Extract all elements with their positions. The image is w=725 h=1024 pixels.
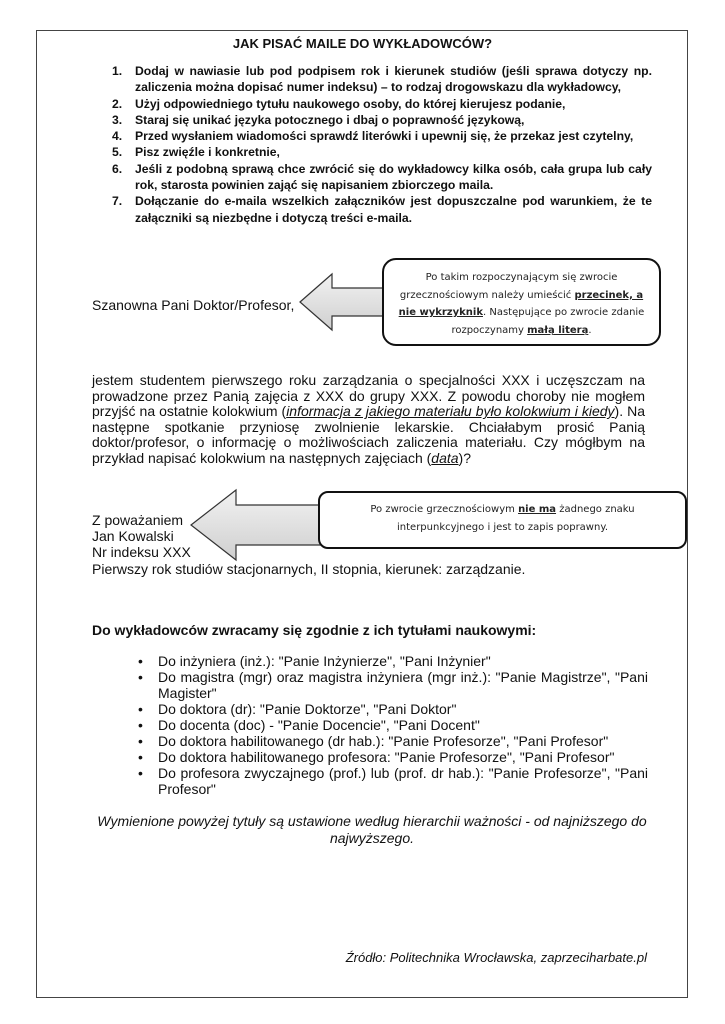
bullet-icon: • [138,701,143,717]
bullet-icon: • [138,717,143,733]
bullet-icon: • [138,733,143,749]
list-item [112,144,652,160]
left-arrow-icon [298,272,388,332]
bullet-icon: • [138,669,143,685]
source-citation: Źródło: Politechnika Wrocławska, zaprzeciharbate.pl [345,950,647,965]
item-text: Do inżyniera (inż.): "Panie Inżynierze", "Pani Inżynier" [158,653,491,669]
body-placeholder: informacja z jakiego materiału było kolokwium i kiedy [286,403,615,420]
body-text: ). Na następne spotkanie przyniosę zwolnienie lekarskie. Chciałabym prosić Panią doktor/profesor, o informację o możliwościach zaliczenia materiału. Czy mógłbym na przykład napisać kolokwium na następnych zajęciach ( [92,403,645,466]
signature-line: Jan Kowalski [92,528,174,545]
tip-text: Po zwrocie grzecznościowym [370,504,519,515]
list-item [112,161,652,194]
item-number: 3. [112,112,123,127]
list-item [112,96,652,112]
tip-text: żadnego znaku interpunkcyjnego i jest to zapis poprawny. [397,504,635,533]
signature [92,512,525,577]
item-text: Do docenta (doc) - "Panie Docencie", "Pani Docent" [158,717,480,733]
tip-emphasis: nie ma [518,504,557,515]
list-item [112,128,652,144]
comma-tip-callout [382,258,661,346]
titles-heading: Do wykładowców zwracamy się zgodnie z ich tytułami naukowymi: [92,622,537,638]
signature-line: Pierwszy rok studiów stacjonarnych, II stopnia, kierunek: zarządzanie. [92,560,526,577]
item-text: Staraj się unikać języka potocznego i dbaj o poprawność językową, [135,112,525,127]
item-number: 7. [112,194,123,209]
item-number: 1. [112,64,123,78]
item-text: Przed wysłaniem wiadomości sprawdź literówki i upewnij się, że przekaz jest czytelny, [135,129,634,144]
item-text: Do doktora habilitowanego profesora: "Panie Profesorze", "Pani Profesor" [158,749,615,765]
item-text: Do magistra (mgr) oraz magistra inżyniera (mgr inż.): "Panie Magistrze", "Pani Magister" [158,669,648,701]
list-item [138,717,648,733]
signature-line: Nr indeksu XXX [92,544,191,561]
item-text: Dołączanie do e-maila wszelkich załączników jest dopuszczalne pod warunkiem, że te załączniki są niezbędne i dotyczą treści e-maila. [135,194,652,225]
item-text: Jeśli z podobną sprawą chce zwrócić się do wykładowcy kilka osób, cała grupa lub cały rok, starosta powinien zająć się napisaniem zbiorczego maila. [135,161,652,193]
body-text: jestem studentem pierwszego roku zarządzania o specjalności XXX i uczęszczam na prowadzone przez Panią zajęcia z XXX do grupy XXX. Z powodu choroby nie mogłem przyjść na ostatnie kolokwium ( [92,372,645,420]
body-text: )? [458,449,471,466]
item-number: 6. [112,161,123,176]
item-number: 4. [112,129,123,144]
item-text: Do profesora zwyczajnego (prof.) lub (prof. dr hab.): "Panie Profesorze", "Pani Profesor" [158,765,648,797]
page-title: JAK PISAĆ MAILE DO WYKŁADOWCÓW? [232,36,493,51]
item-text: Użyj odpowiedniego tytułu naukowego osoby, do której kierujesz podanie, [135,96,566,111]
bullet-icon: • [138,765,143,781]
list-item [112,112,652,128]
item-text: Dodaj w nawiasie lub pod podpisem rok i kierunek studiów (jeśli sprawa dotyczy np. zaliczenia można dopisać numer indeksu) – to rodzaj drogowskazu dla wykładowcy, [135,64,652,95]
hierarchy-note: Wymienione powyżej tytuły są ustawione według hierarchii ważności - od najniższego do najwyższego. [97,813,647,846]
list-item [138,701,648,717]
rules-list [112,63,652,226]
tip-text: Po takim rozpoczynającym się zwrocie grzecznościowym należy umieścić [399,272,618,301]
list-item [138,765,648,797]
signature-line: Z poważaniem [92,512,184,528]
email-body [92,373,645,467]
tip-emphasis: małą literą [527,324,589,336]
item-number: 2. [112,96,123,111]
list-item [138,669,648,701]
list-item [138,749,648,765]
greeting: Szanowna Pani Doktor/Profesor, [92,297,295,313]
tip-emphasis: przecinek, a nie wykrzyknik [398,289,644,318]
bullet-icon: • [138,653,143,669]
list-item [112,63,652,96]
item-text: Pisz zwięźle i konkretnie, [135,145,280,160]
list-item [112,193,652,226]
list-item [138,733,648,749]
titles-list [138,653,648,797]
tip-text: . Następujące po zwrocie zdanie rozpoczynamy [451,307,645,336]
item-text: Do doktora habilitowanego (dr hab.): "Panie Profesorze", "Pani Profesor" [158,733,609,749]
item-text: Do doktora (dr): "Panie Doktorze", "Pani Doktor" [158,701,457,717]
list-item [138,653,648,669]
tip-text: . [588,324,592,336]
bullet-icon: • [138,749,143,765]
item-number: 5. [112,145,123,160]
body-placeholder: data [431,449,459,466]
